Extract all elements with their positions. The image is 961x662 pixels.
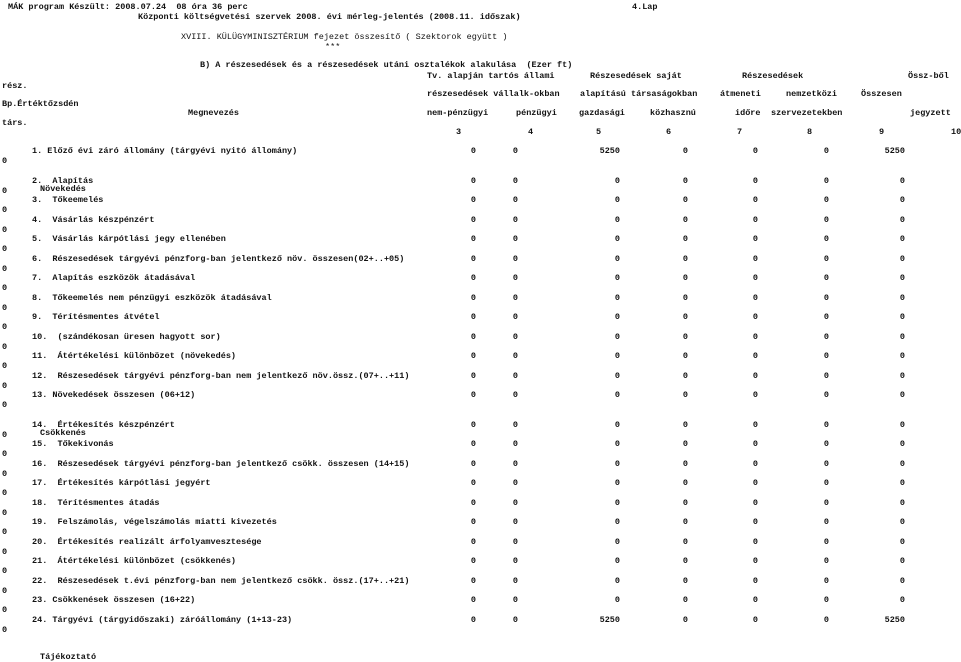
- row-label: 9. Térítésmentes átvétel: [32, 312, 160, 322]
- row-value: 0: [682, 175, 688, 186]
- row-value: 0: [512, 419, 518, 430]
- row-value: 0: [682, 146, 688, 156]
- row-trailing-value: 0: [2, 488, 8, 498]
- row-value: 0: [614, 273, 620, 283]
- row-trailing-value: 0: [2, 263, 8, 274]
- row-value: 0: [512, 517, 518, 527]
- row-value: 0: [614, 370, 620, 381]
- row-value: 0: [512, 146, 518, 156]
- row-value: 0: [614, 253, 620, 264]
- row-label: 18. Térítésmentes átadás: [32, 497, 160, 508]
- row-value: 0: [823, 419, 829, 430]
- row-value: 0: [752, 370, 758, 381]
- column-header-line3: nem-pénzügyi: [427, 108, 489, 118]
- row-value: 0: [899, 253, 905, 264]
- column-number: 10: [951, 127, 961, 137]
- row-trailing-value: 0: [2, 380, 8, 391]
- row-value: 0: [752, 595, 758, 605]
- row-value: 0: [682, 351, 688, 361]
- row-value: 0: [614, 234, 620, 244]
- row-value: 0: [512, 331, 518, 342]
- row-value: 0: [899, 351, 905, 361]
- row-value: 0: [512, 390, 518, 400]
- row-value: 0: [682, 595, 688, 605]
- row-value: 0: [614, 556, 620, 566]
- row-label: 15. Tőkekivonás: [32, 439, 114, 449]
- row-value: 5250: [599, 614, 620, 625]
- row-value: 0: [470, 312, 476, 322]
- row-value: 5250: [884, 146, 905, 156]
- column-header-line3: időre: [735, 108, 761, 118]
- row-value: 0: [899, 370, 905, 381]
- row-label: 21. Átértékelési különbözet (csökkenés): [32, 556, 237, 566]
- row-label: 3. Tőkeemelés: [32, 195, 104, 205]
- row-value: 0: [614, 575, 620, 586]
- row-value: 0: [823, 478, 829, 488]
- row-value: 0: [682, 517, 688, 527]
- row-value: 0: [899, 517, 905, 527]
- row-label: 16. Részesedések tárgyévi pénzforg-ban jelentkező csökk. összesen (14+15): [32, 458, 410, 469]
- row-trailing-value: 0: [2, 341, 8, 352]
- row-label: 24. Tárgyévi (tárgyidőszaki) záróállomány (1+13-23): [32, 614, 293, 625]
- row-trailing-value: 0: [2, 527, 8, 537]
- row-value: 0: [823, 312, 829, 322]
- row-value: 0: [823, 234, 829, 244]
- row-value: 0: [682, 273, 688, 283]
- row-value: 0: [823, 556, 829, 566]
- row-value: 0: [752, 419, 758, 430]
- column-header-line1: Össz-ből: [908, 71, 949, 81]
- column-header-line3: szervezetekben: [771, 108, 843, 118]
- row-value: 0: [470, 370, 476, 381]
- row-value: 0: [614, 595, 620, 605]
- row-value: 0: [752, 331, 758, 342]
- section-label: Csökkenés: [40, 427, 86, 438]
- row-value: 0: [470, 419, 476, 430]
- row-value: 0: [512, 273, 518, 283]
- column-header-line1: Tv. alapján tartós állami: [427, 71, 555, 81]
- row-value: 0: [752, 195, 758, 205]
- row-value: 0: [614, 312, 620, 322]
- row-value: 0: [752, 439, 758, 449]
- row-trailing-value: 0: [2, 546, 8, 557]
- row-trailing-value: 0: [2, 507, 8, 518]
- row-value: 0: [752, 312, 758, 322]
- row-value: 0: [614, 478, 620, 488]
- row-value: 0: [512, 234, 518, 244]
- row-value: 0: [512, 253, 518, 264]
- row-value: 0: [614, 517, 620, 527]
- row-value: 0: [899, 234, 905, 244]
- page-number: 4.Lap: [632, 2, 658, 12]
- row-value: 0: [470, 146, 476, 156]
- column-header-line2: Összesen: [861, 89, 902, 99]
- row-value: 0: [512, 292, 518, 303]
- row-value: 0: [470, 517, 476, 527]
- row-value: 0: [682, 331, 688, 342]
- row-label: 10. (szándékosan üresen hagyott sor): [32, 331, 221, 342]
- column-header-line3: jegyzett: [910, 108, 951, 118]
- row-value: 0: [752, 497, 758, 508]
- row-value: 0: [682, 536, 688, 547]
- row-trailing-value: 0: [2, 566, 8, 576]
- row-value: 0: [512, 370, 518, 381]
- row-value: 0: [512, 614, 518, 625]
- row-value: 0: [512, 478, 518, 488]
- row-value: 0: [899, 536, 905, 547]
- row-value: 0: [752, 351, 758, 361]
- row-trailing-value: 0: [2, 585, 8, 596]
- row-value: 0: [752, 614, 758, 625]
- row-value: 0: [823, 458, 829, 469]
- row-label: 1. Előző évi záró állomány (tárgyévi nyitó állomány): [32, 146, 298, 156]
- row-value: 0: [682, 439, 688, 449]
- row-value: 0: [752, 273, 758, 283]
- chapter-title: XVIII. KÜLÜGYMINISZTÉRIUM fejezet összesítő ( Szektorok együtt ): [181, 32, 508, 42]
- row-value: 0: [512, 556, 518, 566]
- row-value: 0: [470, 556, 476, 566]
- column-number: 4: [528, 127, 534, 137]
- row-value: 0: [470, 439, 476, 449]
- row-value: 0: [512, 439, 518, 449]
- row-value: 0: [614, 351, 620, 361]
- row-value: 0: [512, 595, 518, 605]
- row-value: 0: [752, 517, 758, 527]
- row-trailing-value: 0: [2, 302, 8, 313]
- row-value: 0: [470, 458, 476, 469]
- row-value: 0: [614, 536, 620, 547]
- row-value: 0: [470, 614, 476, 625]
- row-value: 0: [823, 175, 829, 186]
- row-value: 0: [512, 536, 518, 547]
- row-value: 0: [752, 390, 758, 400]
- row-label: 12. Részesedések tárgyévi pénzforg-ban nem jelentkező növ.össz.(07+..+11): [32, 370, 410, 381]
- row-value: 0: [470, 497, 476, 508]
- row-value: 0: [752, 458, 758, 469]
- row-value: 0: [823, 214, 829, 225]
- row-trailing-value: 0: [2, 156, 8, 166]
- section-label: Tájékoztató: [40, 652, 97, 662]
- row-value: 0: [470, 536, 476, 547]
- row-value: 0: [614, 390, 620, 400]
- row-value: 0: [899, 595, 905, 605]
- row-label: 23. Csökkenések összesen (16+22): [32, 595, 196, 605]
- row-value: 0: [614, 419, 620, 430]
- row-value: 0: [512, 497, 518, 508]
- row-value: 0: [682, 214, 688, 225]
- row-value: 0: [752, 214, 758, 225]
- row-trailing-value: 0: [2, 244, 8, 254]
- column-number: 3: [456, 127, 462, 137]
- row-value: 0: [470, 273, 476, 283]
- row-value: 0: [512, 214, 518, 225]
- row-trailing-value: 0: [2, 185, 8, 196]
- row-value: 0: [682, 575, 688, 586]
- row-value: 0: [752, 292, 758, 303]
- row-value: 0: [899, 312, 905, 322]
- row-value: 0: [752, 536, 758, 547]
- row-value: 0: [682, 292, 688, 303]
- row-value: 0: [682, 195, 688, 205]
- row-value: 0: [752, 575, 758, 586]
- row-value: 0: [899, 331, 905, 342]
- row-value: 0: [470, 331, 476, 342]
- row-label: 6. Részesedések tárgyévi pénzforg-ban jelentkező növ. összesen(02+..+05): [32, 253, 405, 264]
- row-label: 8. Tőkeemelés nem pénzügyi eszközök átadásával: [32, 292, 272, 303]
- row-value: 0: [823, 614, 829, 625]
- row-value: 0: [823, 575, 829, 586]
- row-value: 0: [512, 312, 518, 322]
- row-value: 0: [823, 273, 829, 283]
- column-header-line3: gazdasági: [579, 108, 625, 118]
- row-label: 7. Alapítás eszközök átadásával: [32, 273, 196, 283]
- row-value: 0: [752, 146, 758, 156]
- row-value: 0: [682, 614, 688, 625]
- row-value: 0: [614, 214, 620, 225]
- row-value: 5250: [599, 146, 620, 156]
- row-value: 0: [899, 478, 905, 488]
- row-value: 0: [512, 175, 518, 186]
- row-value: 0: [823, 517, 829, 527]
- row-trailing-value: 0: [2, 322, 8, 332]
- row-value: 0: [512, 195, 518, 205]
- row-label: 11. Átértékelési különbözet (növekedés): [32, 351, 237, 361]
- row-value: 0: [899, 439, 905, 449]
- row-value: 0: [512, 575, 518, 586]
- column-header-line2: részesedések vállalk-okban: [427, 89, 560, 99]
- row-value: 0: [752, 175, 758, 186]
- row-trailing-value: 0: [2, 429, 8, 440]
- row-value: 0: [899, 556, 905, 566]
- section-label: Növekedés: [40, 183, 86, 194]
- row-value: 0: [823, 253, 829, 264]
- row-value: 5250: [884, 614, 905, 625]
- row-value: 0: [470, 575, 476, 586]
- row-value: 0: [823, 370, 829, 381]
- row-trailing-value: 0: [2, 205, 8, 215]
- row-value: 0: [823, 595, 829, 605]
- row-label: 20. Értékesítés realizált árfolyamvesztesége: [32, 536, 262, 547]
- row-value: 0: [470, 292, 476, 303]
- row-label: 5. Vásárlás kárpótlási jegy ellenében: [32, 234, 226, 244]
- row-value: 0: [899, 390, 905, 400]
- column-header-name: Megnevezés: [188, 108, 240, 118]
- row-value: 0: [470, 175, 476, 186]
- row-value: 0: [823, 497, 829, 508]
- column-number: 7: [737, 127, 743, 137]
- row-trailing-value: 0: [2, 449, 8, 459]
- row-value: 0: [823, 292, 829, 303]
- section-title: B) A részesedések és a részesedések utáni osztalékok alakulása (Ezer ft): [200, 60, 573, 70]
- row-value: 0: [470, 195, 476, 205]
- row-value: 0: [823, 351, 829, 361]
- row-value: 0: [899, 497, 905, 508]
- row-value: 0: [899, 575, 905, 586]
- row-value: 0: [512, 458, 518, 469]
- row-value: 0: [682, 419, 688, 430]
- row-value: 0: [470, 478, 476, 488]
- row-label: 14. Értékesítés készpénzért: [32, 419, 175, 430]
- column-number: 9: [879, 127, 885, 137]
- row-trailing-value: 0: [2, 224, 8, 235]
- row-value: 0: [899, 214, 905, 225]
- row-value: 0: [682, 390, 688, 400]
- column-header-line2: nemzetközi: [786, 89, 838, 99]
- row-label: 19. Felszámolás, végelszámolás miatti kivezetés: [32, 517, 277, 527]
- column-header-left3: társ.: [2, 118, 28, 128]
- row-trailing-value: 0: [2, 468, 8, 479]
- column-header-line1: Részesedések: [742, 71, 804, 81]
- row-value: 0: [470, 253, 476, 264]
- row-value: 0: [614, 439, 620, 449]
- row-label: 17. Értékesítés kárpótlási jegyért: [32, 478, 211, 488]
- row-value: 0: [682, 497, 688, 508]
- row-value: 0: [682, 458, 688, 469]
- row-value: 0: [899, 292, 905, 303]
- row-value: 0: [470, 595, 476, 605]
- row-label: 13. Növekedések összesen (06+12): [32, 390, 196, 400]
- row-label: 2. Alapítás: [32, 175, 94, 186]
- row-value: 0: [752, 556, 758, 566]
- column-header-line2: alapítású társaságokban: [580, 89, 698, 99]
- row-value: 0: [752, 234, 758, 244]
- row-value: 0: [899, 195, 905, 205]
- row-value: 0: [470, 214, 476, 225]
- column-header-line3: közhasznú: [650, 108, 696, 118]
- row-value: 0: [823, 195, 829, 205]
- column-header-line3: pénzügyi: [516, 108, 557, 118]
- row-value: 0: [899, 273, 905, 283]
- row-trailing-value: 0: [2, 624, 8, 635]
- row-value: 0: [899, 175, 905, 186]
- row-value: 0: [823, 331, 829, 342]
- row-value: 0: [682, 234, 688, 244]
- column-header-line2: átmeneti: [720, 89, 761, 99]
- column-number: 6: [666, 127, 672, 137]
- row-value: 0: [614, 292, 620, 303]
- row-value: 0: [823, 146, 829, 156]
- row-value: 0: [682, 556, 688, 566]
- row-trailing-value: 0: [2, 361, 8, 371]
- row-value: 0: [682, 312, 688, 322]
- row-value: 0: [823, 390, 829, 400]
- row-value: 0: [614, 458, 620, 469]
- row-value: 0: [614, 497, 620, 508]
- row-value: 0: [614, 331, 620, 342]
- row-value: 0: [682, 370, 688, 381]
- row-trailing-value: 0: [2, 605, 8, 615]
- column-header-line1: Részesedések saját: [590, 71, 682, 81]
- row-trailing-value: 0: [2, 283, 8, 293]
- row-value: 0: [682, 478, 688, 488]
- column-number: 8: [807, 127, 813, 137]
- column-header-left1: rész.: [2, 81, 28, 91]
- row-value: 0: [752, 478, 758, 488]
- row-value: 0: [823, 439, 829, 449]
- separator-stars: ***: [325, 42, 341, 52]
- row-value: 0: [682, 253, 688, 264]
- row-value: 0: [470, 390, 476, 400]
- row-value: 0: [470, 351, 476, 361]
- row-value: 0: [614, 195, 620, 205]
- column-number: 5: [596, 127, 602, 137]
- program-info: MÁK program Készült: 2008.07.24 08 óra 36 perc: [8, 2, 248, 12]
- row-value: 0: [899, 419, 905, 430]
- row-trailing-value: 0: [2, 400, 8, 410]
- report-title: Központi költségvetési szervek 2008. évi mérleg-jelentés (2008.11. időszak): [138, 12, 521, 22]
- row-label: 4. Vásárlás készpénzért: [32, 214, 155, 225]
- row-value: 0: [899, 458, 905, 469]
- row-value: 0: [823, 536, 829, 547]
- row-value: 0: [512, 351, 518, 361]
- column-header-left2: Bp.Értéktőzsdén: [2, 99, 79, 109]
- row-value: 0: [752, 253, 758, 264]
- row-value: 0: [470, 234, 476, 244]
- row-label: 22. Részesedések t.évi pénzforg-ban nem jelentkező csökk. össz.(17+..+21): [32, 575, 410, 586]
- row-value: 0: [614, 175, 620, 186]
